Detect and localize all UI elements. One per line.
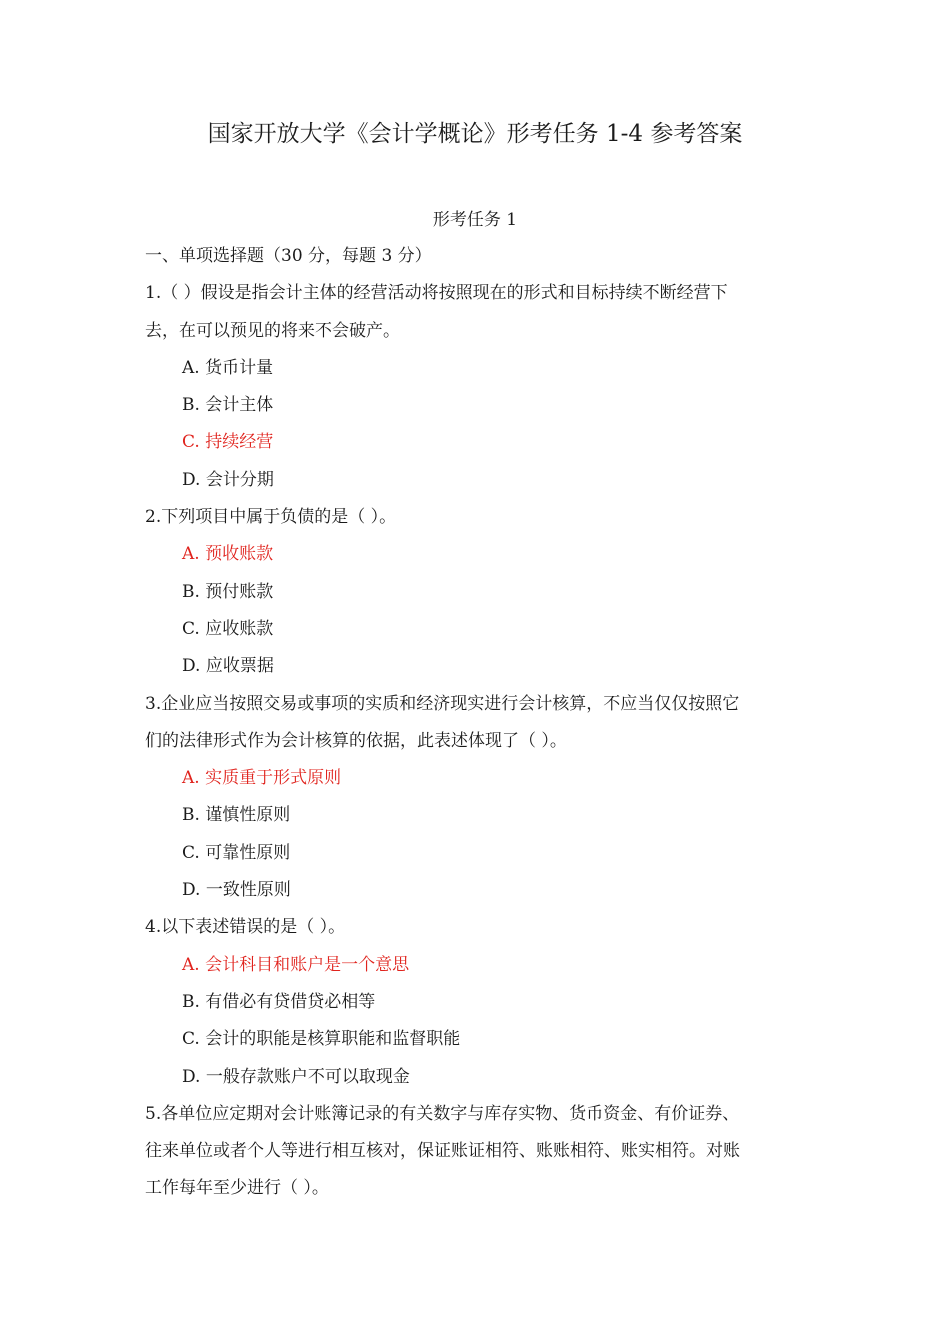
question-5 [145,1096,815,1208]
document-title: 国家开放大学《会计学概论》形考任务 1-4 参考答案 [207,121,743,147]
question-text: 4.以下表述错误的是（ ）。 [145,917,346,938]
question-text: 们的法律形式作为会计核算的依据，此表述体现了（ ）。 [145,730,567,751]
option-a: A. 货币计量 [182,357,274,378]
option-c-correct: C. 持续经营 [182,432,274,453]
option-c: C. 应收账款 [182,618,274,639]
question-1 [145,275,815,499]
option-d: D. 一般存款账户不可以取现金 [182,1066,410,1087]
question-text: 往来单位或者个人等进行相互核对，保证账证相符、账账相符、账实相符。对账 [145,1141,740,1162]
option-a-correct: A. 实质重于形式原则 [182,768,342,789]
option-a-correct: A. 预收账款 [182,544,274,565]
option-b: B. 预付账款 [182,581,274,602]
option-c: C. 可靠性原则 [182,842,291,863]
option-d: D. 一致性原则 [182,880,291,901]
question-body [145,238,815,1208]
option-d: D. 应收票据 [182,656,274,677]
question-text: 2.下列项目中属于负债的是（ ）。 [145,507,397,528]
section-title: 形考任务 1 [432,210,518,230]
question-text: 工作每年至少进行（ ）。 [145,1178,329,1199]
question-text: 去，在可以预见的将来不会破产。 [145,320,400,341]
question-4 [145,909,815,1095]
option-d: D. 会计分期 [182,469,274,490]
part-heading: 一、单项选择题（30 分，每题 3 分） [145,246,432,266]
question-3 [145,686,815,910]
option-b: B. 谨慎性原则 [182,805,291,826]
option-a-correct: A. 会计科目和账户是一个意思 [182,954,410,975]
question-text: 3.企业应当按照交易或事项的实质和经济现实进行会计核算，不应当仅仅按照它 [145,693,740,714]
question-text: 1.（ ）假设是指会计主体的经营活动将按照现在的形式和目标持续不断经营下 [145,283,728,304]
question-text: 5.各单位应定期对会计账簿记录的有关数字与库存实物、货币资金、有价证券、 [145,1103,740,1124]
question-2 [145,499,815,685]
option-b: B. 会计主体 [182,395,274,416]
option-b: B. 有借必有贷借贷必相等 [182,991,376,1012]
option-c: C. 会计的职能是核算职能和监督职能 [182,1029,461,1050]
